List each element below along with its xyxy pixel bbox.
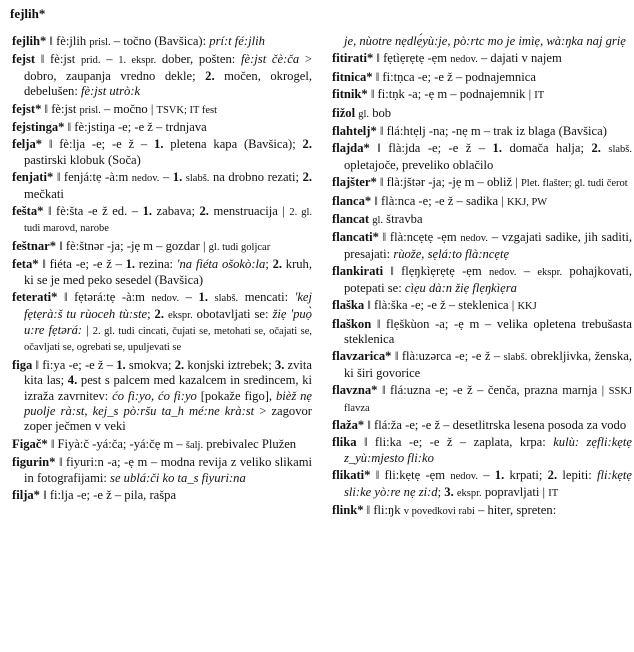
sense-number: 1. [198,290,208,305]
label-text: slabš. [185,173,210,185]
entry-headword: feta* [12,257,39,272]
entry-headword: flavzna* [332,383,378,398]
entry-text: – vzgajati sadike, jih saditi, presajati: [344,230,632,261]
label-text: gl. tudi goljcar [208,241,271,253]
entry-headword: flavzarica* [332,349,392,364]
dictionary-entry [12,102,312,118]
entry-text: ; [265,257,273,272]
dictionary-entry [332,212,632,228]
sense-number: 2. [591,141,601,156]
dictionary-entry [332,298,632,314]
dictionary-entry [332,106,632,122]
entry-headword: flink* [332,502,364,517]
dictionary-entry [332,175,632,191]
running-head: fejlih* [10,6,46,21]
entry-text: ‖ fẹtìẹrẹtẹ -ẹm [373,51,451,66]
label-text: nedov. [450,54,478,66]
entry-text: – hiter, spreten: [474,502,557,517]
label-text: SSKJ flavza [344,386,632,414]
label-text: šalj. [185,439,204,451]
dictionary-entry [12,455,312,486]
dictionary-entry [332,435,632,466]
dictionary-entry [12,170,312,202]
entry-text: zvita kita las; [24,357,313,388]
entry-text: ‖ flà:nca -e; -e ž – sadika | [371,193,507,208]
entry-text: ‖ flá:htẹlj -na; -nẹ m – trak iz blaga (Bavšica) [376,124,607,139]
entry-headword: fešta* [12,204,44,219]
entry-text: ‖ flà:jda -e; -e ž – [369,141,493,156]
dictionary-entry [332,51,632,67]
entry-text: menstruacija | [208,204,290,219]
dictionary-entry [332,349,632,381]
label-text: slabš. [214,293,239,305]
label-text: TSVK; IT fest [156,104,218,116]
sense-number: 2. [272,257,283,272]
label-text: prid. [80,55,101,67]
dictionary-entry [12,137,312,168]
dictionary-entry [12,52,312,99]
label-text: ekspr. [456,487,482,499]
label-text: 2. gl. tudi cincati, čujati se, metohati se, očajati se, očavljati se, ogrebati se, upuljevati se [24,325,312,354]
entry-text: ‖ fiéta -e; -e ž – [38,257,126,272]
dictionary-entry [332,124,632,139]
example-text: prí:t fé:jlih [209,34,265,48]
label-text: v povedkovi rabi [403,505,475,517]
left-column [12,34,312,505]
example-text: žiẹ 'puọ̀ u:re fẹtərá: [24,306,312,337]
entry-text: ‖ fli:ka -e; -e ž – zaplata, krpa: [356,435,554,450]
example-text: 'na fiéta ošokò:la [176,257,266,272]
entry-headword: figa [12,357,33,372]
entry-text: – dajati v najem [477,51,562,66]
dictionary-entry [12,290,312,356]
entry-text: – močno | [100,101,157,116]
entry-text: ; [437,484,445,499]
entry-text: ‖ fli:kẹtẹ -ẹm [370,468,451,483]
dictionary-entry [332,418,632,433]
entry-text: ‖ flá:uzna -e; -e ž – čenča, prazna marnja | [377,383,609,398]
entry-text: pletena kapa (Bavšica); [163,137,303,152]
entry-text: ‖ fè:jst [41,101,80,116]
entry-headword: flancat [332,212,370,227]
entry-text: ‖ fè:šta -e ž ed. – [43,204,143,219]
dictionary-entry [12,34,312,50]
entry-headword: fejst* [12,101,42,116]
entry-text: ‖ fi:tṇca -e; -e ž – podnajemnica [372,69,536,84]
entry-text: ‖ flà:ška -e; -e ž – steklenica | [364,298,518,313]
example-text: se ublá:či ko ta_s fiyuri:na [110,470,246,485]
example-text: fè:jst utrò:k [81,84,141,99]
label-text: 2. gl. tudi marovd, narobe [24,207,312,235]
dictionary-entry [12,239,312,255]
entry-headword: fejstinga* [12,120,65,135]
dictionary-entry [332,141,632,173]
dictionary-entry [332,503,632,519]
dictionary-entry [332,70,632,85]
entry-headword: flahtelj* [332,124,377,139]
sense-number: 1. [154,137,164,152]
example-text: kulù: zẹfli:kẹtẹ z_yù:mjesto fli:ko [344,435,632,465]
entry-text: | [82,322,93,337]
entry-text: pastirski klobuk (Soča) [24,152,141,167]
sense-number: 1. [116,357,126,372]
entry-headword: filja* [12,487,40,502]
label-text: IT [534,90,545,102]
dictionary-entry [12,204,312,237]
sense-number: 2. [547,468,558,483]
entry-text: bob [369,105,392,120]
entry-text: zabava; [152,204,200,219]
entry-text: > dobro, zaupanja vredno dekle; [24,52,313,83]
entry-text: ‖ flẹŋkìẹrẹtẹ -ẹm [383,264,489,279]
example-text: bièž nẹ puolje rà:st, kej_s pò:ršu ta_h mé:ne krà:st [24,388,313,418]
entry-text: ‖ fiyuri:n -a; -ẹ m – modna revija z veliko slikami in fotografijami: [24,455,312,485]
label-text: KKJ [517,301,537,313]
entry-text: [pokaže figo], [196,388,276,403]
entry-text: smokva; [125,357,175,372]
sense-number: 1. [172,170,183,185]
entry-text: domača halja; [502,141,592,156]
entry-headword: flika [332,435,357,450]
sense-number: 1. [142,204,153,219]
entry-headword: flanca* [332,193,372,208]
entry-text: pest s palcem med kazalcem in sredincem, ki izraža zavrnitev: [24,373,313,403]
entry-text: krpati; [504,468,548,483]
entry-text: ‖ fi:tṇk -a; -ẹ m – podnajemnik | [367,87,535,102]
entry-text: – [159,170,173,185]
example-text: 'kej fẹtẹrà:š tu rùoceh tù:ste [24,290,313,321]
label-text: gl. [358,108,370,120]
entry-headword: flaškon [332,316,372,331]
entry-text: na drobno rezati; [209,170,303,185]
dictionary-entry [332,230,632,262]
label-text: ekspr. [167,309,193,321]
entry-headword: flajšter* [332,175,377,190]
sense-number: 2. [205,68,215,83]
dictionary-entry [12,358,312,435]
sense-number: 1. [125,257,136,272]
entry-headword: figurin* [12,455,56,470]
label-text: KKJ, PW [506,196,548,208]
label-text: nedov. [488,267,517,279]
entry-headword: fenjati* [12,170,54,185]
example-text: fè:jst čè:ča [241,52,300,67]
entry-text: obotavljati se: [192,306,273,321]
entry-text: lepiti: [557,468,598,483]
label-text: nedov. [460,233,488,245]
example-text: rùože, sẹlá:to flà:ncẹtẹ [393,246,510,261]
label-text: gl. [372,215,384,227]
entry-headword: fejst [12,52,36,67]
dictionary-entry [12,120,312,135]
entry-text: ‖ fè:jstiŋa -e; -e ž – trdnjava [64,120,207,135]
label-text: IT [548,487,559,499]
entry-text: ‖ fenjá:tẹ -à:m [53,170,132,185]
entry-text: – [477,468,495,483]
label-text: slabš. [503,352,528,364]
entry-text: pohajkovati, potepati se: [344,264,633,295]
dictionary-entry [332,264,632,296]
label-text: prisl. [79,104,101,116]
entry-headword: flaža* [332,417,365,432]
entry-text: ‖ flà:ncẹtẹ -ẹm [378,230,461,245]
dictionary-entry [332,317,632,348]
entry-text: ‖ fè:štnər -ja; -jẹ m – gozdar | [56,238,209,253]
entry-text: štravba [383,212,423,227]
entry-headword: Figač* [12,436,48,451]
entry-text: ‖ fè:lja -e; -e ž – [42,137,155,152]
label-text: nedov. [151,293,180,305]
entry-headword: feterati* [12,290,58,305]
entry-text: opletajoče, preveliko oblačilo [344,157,494,172]
entry-headword: fejlih* [12,34,47,48]
label-text: slabš. [608,144,632,156]
entry-text: ‖ flẹškùon -a; -ẹ m – velika opletena trebušasta steklenica [344,316,632,346]
entry-text: močen, okrogel, debelušen: [24,68,312,99]
entry-text: ‖ flá:ža -e; -e ž – desetlitrska lesena posoda za vodo [364,417,627,432]
dictionary-entry [12,257,312,288]
entry-text: – [100,52,119,67]
label-text: Plet. flašter; gl. tudi čerot [520,178,628,190]
entry-text: prebivalec Plužen [203,436,297,451]
dictionary-entry [12,488,312,503]
entry-text: konjski iztrebek; [184,357,275,372]
label-text: nedov. [450,471,478,483]
entry-text: dober, pošten: [156,52,242,67]
entry-text: – [516,264,538,279]
entry-continuation: je, nùotre nẹdlẹ́yù:je, pò:rtc mo je imìẹ, wà:ŋka naj griẹ [344,34,626,48]
entry-text: ; [147,306,155,321]
dictionary-entry [332,383,632,416]
entry-text: ‖ Fiyà:č -yá:ča; -yá:čẹ m – [47,436,186,451]
sense-number: 2. [174,357,185,372]
entry-text: – [179,290,199,305]
sense-number: 1. [494,468,505,483]
entry-text: mečkati [24,186,64,201]
entry-headword: fitirati* [332,51,374,66]
sense-number: 4. [67,373,78,388]
sense-number: 2. [199,204,209,219]
entry-headword: flikati* [332,468,371,483]
entry-text: rezina: [135,257,177,272]
example-text: fli:kẹtẹ sli:ke yò:re nẹ zi:d [344,468,633,499]
entry-headword: fižol [332,105,356,120]
entry-text: – točno (Bavšica): [110,34,210,48]
entry-headword: fitnica* [332,69,373,84]
entry-text: ‖ fè:jlih [46,34,90,48]
dictionary-entry [332,468,632,501]
sense-number: 3. [274,357,285,372]
example-text: ćo fi:yo, ćo fi:yo [112,388,197,403]
sense-number: 2. [302,170,313,185]
dictionary-entry [332,87,632,103]
entry-text: ‖ fè:jst [35,52,81,67]
entry-text: ‖ flà:jštər -ja; -jẹ m – obliž | [376,175,521,190]
entry-text: popravljati | [481,484,549,499]
entry-headword: flankirati [332,264,384,279]
entry-text: ‖ fi:ya -e; -e ž – [32,357,117,372]
sense-number: 1. [492,141,502,156]
sense-number: 2. [302,137,312,152]
example-text: cìẹu dà:n žiẹ flẹŋkìẹra [404,280,517,295]
entry-headword: feštnar* [12,238,57,253]
entry-headword: flajda* [332,141,370,156]
label-text: 1. ekspr. [118,55,157,67]
entry-text: mencati: [238,290,295,305]
right-column [332,34,632,521]
entry-text: obrekljivka, ženska, ki širi govorice [344,349,632,380]
sense-number: 2. [154,306,164,321]
label-text: ekspr. [537,267,563,279]
entry-headword: felja* [12,137,43,152]
entry-headword: fitnik* [332,87,368,102]
entry-text: ‖ fẹtərá:tẹ -à:m [57,290,152,305]
entry-text: > zagovor zoper ječmen v veki [24,403,313,434]
sense-number: 3. [444,484,454,499]
dictionary-entry [332,194,632,210]
entry-text: ‖ fli:ŋk [363,502,404,517]
label-text: prisl. [89,37,111,48]
entry-text: ‖ flà:uzərca -e; -e ž – [391,349,504,364]
entry-headword: flancati* [332,230,379,245]
label-text: nedov. [131,173,160,185]
entry-text: kruh, ki se je med peko sesedel (Bavšica) [24,257,313,287]
entry-headword: flaška [332,298,365,313]
dictionary-entry [12,437,312,453]
entry-text: ‖ fi:lja -e; -e ž – pila, rašpa [39,487,177,502]
